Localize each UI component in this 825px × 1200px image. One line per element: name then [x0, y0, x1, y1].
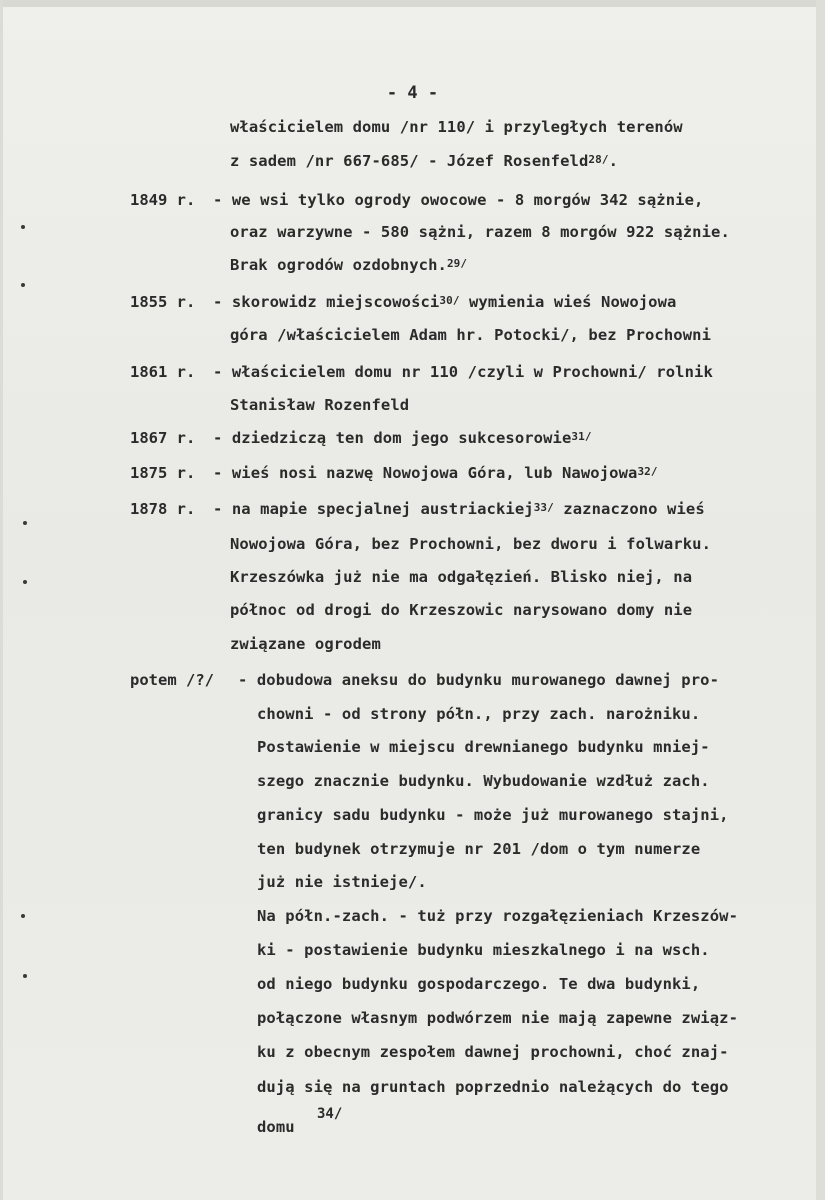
entry-later-line-13: dują się na gruntach poprzednio należących do tego	[257, 1078, 729, 1096]
entry-later-line-3: Postawienie w miejscu drewnianego budynku mniej-	[257, 738, 710, 756]
footnote-ref-32: 32/	[637, 465, 658, 478]
entry-1855-line-2: góra /właścicielem Adam hr. Potocki/, bez Prochowni	[230, 326, 712, 344]
page-number: - 4 -	[386, 83, 439, 103]
entry-1875-line-1	[213, 464, 658, 482]
margin-mark	[21, 225, 25, 229]
entry-1849-line-3-text: Brak ogrodów ozdobnych.	[230, 256, 447, 274]
entry-later-line-11: połączone własnym podwórzem nie mają zapewne związ-	[257, 1009, 739, 1027]
entry-1867-text: - dziedziczą ten dom jego sukcesorowie	[213, 429, 572, 447]
entry-1878-line-1-a: - na mapie specjalnej austriackiej	[213, 500, 534, 518]
footnote-ref-29: 29/	[446, 257, 468, 270]
footnote-ref-34: 34/	[317, 1106, 343, 1122]
entry-1861-line-1: - właścicielem domu nr 110 /czyli w Prochowni/ rolnik	[213, 363, 713, 381]
entry-1878-line-4: północ od drogi do Krzeszowic narysowano domy nie	[230, 601, 693, 619]
entry-1878-line-5: związane ogrodem	[230, 635, 381, 653]
margin-mark	[23, 974, 27, 978]
margin-mark	[21, 283, 25, 287]
year-1849: 1849 r.	[130, 191, 196, 209]
entry-1867-line-1	[213, 429, 592, 447]
year-1878: 1878 r.	[130, 500, 196, 518]
entry-1878-line-2: Nowojowa Góra, bez Prochowni, bez dworu i folwarku.	[230, 535, 712, 553]
intro-line-2-text: z sadem /nr 667-685/ - Józef Rosenfeld	[230, 152, 589, 170]
entry-later-line-4: szego znacznie budynku. Wybudowanie wzdłuż zach.	[257, 772, 710, 790]
year-1861: 1861 r.	[130, 363, 196, 381]
intro-line-2-end: .	[608, 152, 619, 170]
entry-1849-line-3	[230, 256, 467, 274]
entry-1878-line-1	[213, 500, 705, 518]
entry-1878-line-1-b: zaznaczono wieś	[553, 500, 705, 518]
entry-1855-line-1-a: - skorowidz miejscowości	[213, 293, 440, 311]
entry-1855-line-1-b: wymienia wieś Nowojowa	[459, 293, 677, 311]
entry-1855-line-1	[213, 293, 676, 311]
entry-later-line-10: od niego budynku gospodarczego. Te dwa budynki,	[257, 975, 701, 993]
margin-mark	[23, 580, 27, 584]
year-1867: 1867 r.	[130, 429, 196, 447]
entry-later-line-5: granicy sadu budynku - może już murowanego stajni,	[257, 806, 729, 824]
year-1855: 1855 r.	[130, 293, 196, 311]
entry-later-line-9: ki - postawienie budynku mieszkalnego i na wsch.	[257, 941, 710, 959]
entry-1875-text: - wieś nosi nazwę Nowojowa Góra, lub Nawojowa	[213, 464, 638, 482]
entry-later-line-12: ku z obecnym zespołem dawnej prochowni, choć znaj-	[257, 1043, 729, 1061]
margin-mark	[23, 521, 27, 525]
footnote-ref-30: 30/	[439, 294, 460, 307]
intro-line-2	[230, 152, 618, 170]
margin-mark	[21, 914, 25, 918]
year-later: potem /?/	[130, 671, 214, 689]
paper-edge-top	[0, 0, 825, 7]
entry-1849-line-1: - we wsi tylko ogrody owocowe - 8 morgów 342 sążnie,	[213, 191, 704, 209]
footnote-ref-28: 28/	[588, 153, 609, 166]
entry-later-line-1: - dobudowa aneksu do budynku murowanego dawnej pro-	[238, 671, 720, 689]
entry-1861-line-2: Stanisław Rozenfeld	[230, 396, 410, 414]
entry-later-line-6: ten budynek otrzymuje nr 201 /dom o tym numerze	[257, 840, 701, 858]
entry-later-line-8: Na półn.-zach. - tuż przy rozgałęzieniach Krzeszów-	[257, 907, 739, 925]
year-1875: 1875 r.	[130, 464, 196, 482]
entry-1849-line-2: oraz warzywne - 580 sążni, razem 8 morgów 922 sążnie.	[230, 223, 730, 241]
entry-later-line-7: już nie istnieje/.	[257, 873, 427, 891]
paper-edge-left	[0, 0, 3, 1200]
footnote-ref-31: 31/	[571, 430, 592, 443]
intro-line-1: właścicielem domu /nr 110/ i przyległych terenów	[230, 118, 683, 136]
entry-1878-line-3: Krzeszówka już nie ma odgałęzień. Blisko niej, na	[230, 568, 693, 586]
entry-later-line-2: chowni - od strony półn., przy zach. narożniku.	[257, 705, 701, 723]
entry-later-line-14: domu	[257, 1118, 295, 1136]
footnote-ref-33: 33/	[533, 501, 554, 514]
paper-edge-right	[816, 0, 825, 1200]
